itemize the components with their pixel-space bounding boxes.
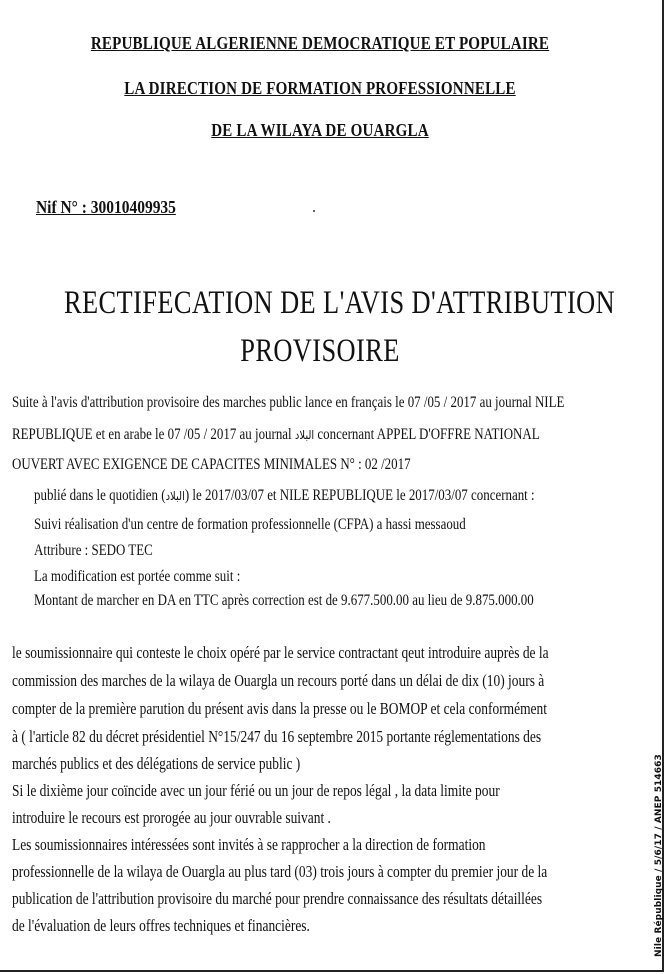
intro-line-5: Suivi réalisation d'un centre de formation professionnelle (CFPA) a hassi messaoud (34, 516, 466, 533)
body-line-9: professionnelle de la wilaya de Ouargla au plus tard (03) trois jours à compter du premier jour de la (12, 862, 548, 881)
header-direction: LA DIRECTION DE FORMATION PROFESSIONNELLE (124, 78, 516, 98)
body-line-10: publication de l'attribution provisoire du marché pour prendre connaissance des résultats détaillées (12, 889, 543, 908)
intro-line-3: OUVERT AVEC EXIGENCE DE CAPACITES MINIMALES N° : 02 /2017 (12, 456, 411, 473)
body-line-1: le soumissionnaire qui conteste le choix opéré par le service contractant qeut introduire auprès de la (12, 643, 549, 662)
body-line-2: commission des marches de la wilaya de Ouargla un recours porté dans un délai de dix (10) jours à (12, 671, 545, 690)
nif-number: Nif N° : 30010409935 (36, 197, 176, 217)
body-line-11: de l'évaluation de leurs offres techniques et financières. (12, 916, 310, 935)
intro-line-7: La modification est portée comme suit : (34, 568, 241, 585)
intro-line-1: Suite à l'avis d'attribution provisoire des marches public lance en français le 07 /05 / 2017 au journal NILE (12, 394, 565, 411)
body-line-7: introduire le recours est prorogée au jour ouvrable suivant . (12, 808, 331, 827)
arabic-journal-name: البلاد (165, 489, 185, 503)
arabic-journal-name: البلاد (294, 428, 315, 442)
publication-reference: Nile République / 5/6/17 / ANEP 514663 (654, 754, 664, 957)
intro-line-6: Attribure : SEDO TEC (34, 542, 153, 559)
body-line-8: Les soumissionnaires intéressées sont invités à se rapprocher a la direction de formation (12, 835, 486, 854)
body-line-5: marchés publics et des délégations de service public ) (12, 754, 301, 773)
intro-line-2: REPUBLIQUE et en arabe le 07 /05 / 2017 au journal البلاد concernant APPEL D'OFFRE NATIONAL (12, 426, 540, 443)
intro-line-8: Montant de marcher en DA en TTC après correction est de 9.677.500.00 au lieu de 9.875.000.00 (34, 592, 534, 609)
title-line-1: RECTIFECATION DE L'AVIS D'ATTRIBUTION (64, 285, 616, 321)
scan-dot (313, 210, 315, 212)
body-line-6: Si le dixième jour coïncide avec un jour férié ou un jour de repos légal , la data limite pour (12, 781, 500, 800)
intro-line-4: publié dans le quotidien (البلاد) le 2017/03/07 et NILE REPUBLIQUE le 2017/03/07 concernant : (34, 487, 535, 504)
body-line-3: compter de la première parution du présent avis dans la presse ou le BOMOP et cela conformément (12, 699, 547, 718)
body-line-4: à ( l'article 82 du décret présidentiel N°15/247 du 16 septembre 2015 portante réglementations des (12, 727, 542, 746)
title-line-2: PROVISOIRE (240, 333, 400, 369)
header-republic: REPUBLIQUE ALGERIENNE DEMOCRATIQUE ET POPULAIRE (90, 33, 550, 53)
header-wilaya: DE LA WILAYA DE OUARGLA (211, 120, 429, 140)
